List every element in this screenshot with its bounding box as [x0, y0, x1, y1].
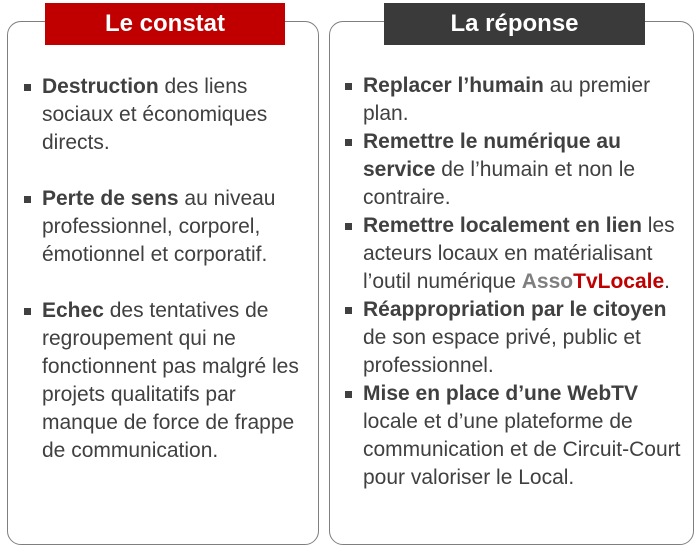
square-bullet-icon — [345, 223, 352, 230]
constat-list — [22, 73, 307, 493]
square-bullet-icon — [345, 83, 352, 90]
item-bold: Perte de sens — [42, 187, 179, 210]
item-text: locale et d’une plateforme de communication et de Circuit-Court pour valoriser le Local. — [363, 410, 681, 489]
item-text: au premier plan. — [363, 74, 651, 125]
list-item — [22, 185, 307, 269]
constat-header: Le constat — [45, 3, 285, 45]
square-bullet-icon — [24, 308, 31, 315]
item-bold: Remettre localement en lien — [363, 214, 642, 237]
item-text: au niveau professionnel, corporel, émotionnel et corporatif. — [42, 187, 276, 266]
list-item — [22, 73, 307, 157]
brand-asso: Asso — [521, 270, 574, 293]
item-bold: Réappropriation par le citoyen — [363, 298, 667, 321]
list-item — [343, 296, 688, 380]
item-bold: Destruction — [42, 75, 159, 98]
list-item — [343, 128, 688, 212]
list-item — [343, 212, 688, 296]
list-item — [343, 380, 688, 492]
item-tail: . — [664, 270, 671, 293]
square-bullet-icon — [345, 391, 352, 398]
item-bold: Mise en place d’une WebTV — [363, 382, 639, 405]
reponse-list — [343, 72, 688, 492]
square-bullet-icon — [345, 307, 352, 314]
item-text: les acteurs locaux en matérialisant l’outil numérique — [363, 214, 675, 293]
item-bold: Replacer l’humain — [363, 74, 544, 97]
item-text: de son espace privé, public et professionnel. — [363, 326, 641, 377]
item-bold: Echec — [42, 299, 104, 322]
brand-tvlocale: TvLocale — [573, 270, 665, 293]
item-text: des tentatives de regroupement qui ne fonctionnent pas malgré les projets qualitatifs par manque de force de frappe de communication. — [42, 299, 299, 462]
list-item — [343, 72, 688, 128]
reponse-header: La réponse — [384, 3, 645, 45]
item-text: des liens sociaux et économiques directs. — [42, 75, 268, 154]
item-text: de l’humain et non le contraire. — [363, 158, 636, 209]
square-bullet-icon — [24, 84, 31, 91]
square-bullet-icon — [24, 196, 31, 203]
list-item — [22, 297, 307, 465]
square-bullet-icon — [345, 139, 352, 146]
item-bold: Remettre le numérique au service — [363, 130, 621, 181]
